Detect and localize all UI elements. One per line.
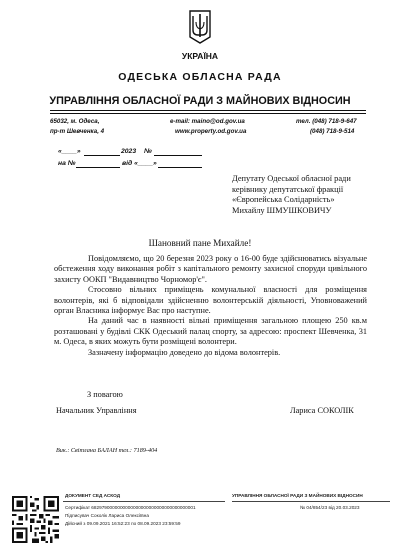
addressee-line: Михайлу ШМУШКОВИЧУ	[232, 205, 332, 215]
signer-info: Підписувач Соколік Лариса Олексіївна	[65, 513, 149, 518]
salutation: Шановний пане Михайле!	[148, 238, 252, 248]
from-underline	[158, 167, 202, 168]
header-divider-thin	[50, 113, 366, 114]
trident-coat-of-arms-icon	[189, 10, 211, 44]
reg-date-blank: «____»	[58, 148, 81, 155]
phone-number: тел. (048) 718-9-647	[296, 118, 357, 125]
executor-info: Вик.: Світлана БАЛАН тел.: 7189-404	[56, 447, 158, 454]
body-paragraph: На даний час в наявності вільні приміщення загальною площею 250 кв.м розташовані у будівлі СКК Одеський палац спорту, за адресою: проспект Шевченка, 31 м. Одеса, в яких можуть бути розміщені волонтери.	[54, 316, 367, 347]
addressee-line: Депутату Одеської обласної ради	[232, 174, 351, 183]
body-paragraph: Стосовно вільних приміщень комунальної власності для розміщення волонтерів, які б відповідали здійсненню волонтерській діяльності, Уповноважений орган Власника інформує Вас про наступне.	[54, 285, 367, 316]
reg-year: 2023	[121, 148, 137, 155]
certificate-validity: Дійсний з 09.09.2021 16:52:23 по 08.09.2023 23:59:59	[65, 521, 181, 526]
footer-rule	[63, 501, 225, 502]
footer-org: УПРАВЛІННЯ ОБЛАСНОЇ РАДИ З МАЙНОВИХ ВІДНОСИН	[232, 493, 363, 498]
footer-rule-right	[232, 501, 390, 502]
phone-number-2: (048) 718-9-514	[310, 128, 355, 135]
addressee-block	[232, 174, 397, 216]
postal-address: 65032, м. Одеса,	[50, 118, 100, 125]
date-underline	[84, 155, 120, 156]
department-title: УПРАВЛІННЯ ОБЛАСНОЇ РАДИ З МАЙНОВИХ ВІДНОСИН	[49, 95, 351, 107]
number-underline	[154, 155, 202, 156]
reply-underline	[76, 167, 120, 168]
closing-regards: З повагою	[87, 390, 123, 399]
body-paragraph: Зазначену інформацію доведено до відома волонтерів.	[88, 347, 281, 357]
country-title: УКРАЇНА	[181, 51, 219, 61]
body-paragraph: Повідомляємо, що 20 березня 2023 року о 16-00 буде здійснюватись візуальне обстеження ходу виконання робіт з капітального ремонту захисної споруди цивільного захисту ООКП "Видавництво Чорномор'є".	[54, 254, 367, 284]
street-address: пр-т Шевченка, 4	[50, 128, 105, 135]
addressee-line: «Європейська Солідарність»	[232, 195, 335, 205]
letter-body	[54, 254, 367, 358]
qr-code-icon	[12, 496, 59, 543]
header-divider	[50, 110, 366, 111]
council-title: ОДЕСЬКА ОБЛАСНА РАДА	[118, 71, 282, 83]
addressee-line: керівнику депутатської фракції	[232, 184, 344, 194]
email-link[interactable]: e-mail: maino@od.gov.ua	[170, 118, 245, 125]
outgoing-number: № 04/854/23 від 20.03.2023	[300, 505, 360, 510]
signer-name: Лариса СОКОЛІК	[290, 406, 354, 415]
reply-from-label: від «____»	[122, 160, 157, 167]
website-link[interactable]: www.property.od.gov.ua	[175, 128, 247, 135]
certificate-number: Сертифікат 6829790000000000000000000000000000000001	[65, 505, 196, 510]
sed-doc-label: ДОКУМЕНТ СЕД АСКОД	[65, 493, 121, 498]
reg-number-label: №	[144, 148, 152, 155]
signer-position: Начальник Управління	[56, 406, 137, 415]
reply-to-label: на №	[58, 160, 76, 167]
